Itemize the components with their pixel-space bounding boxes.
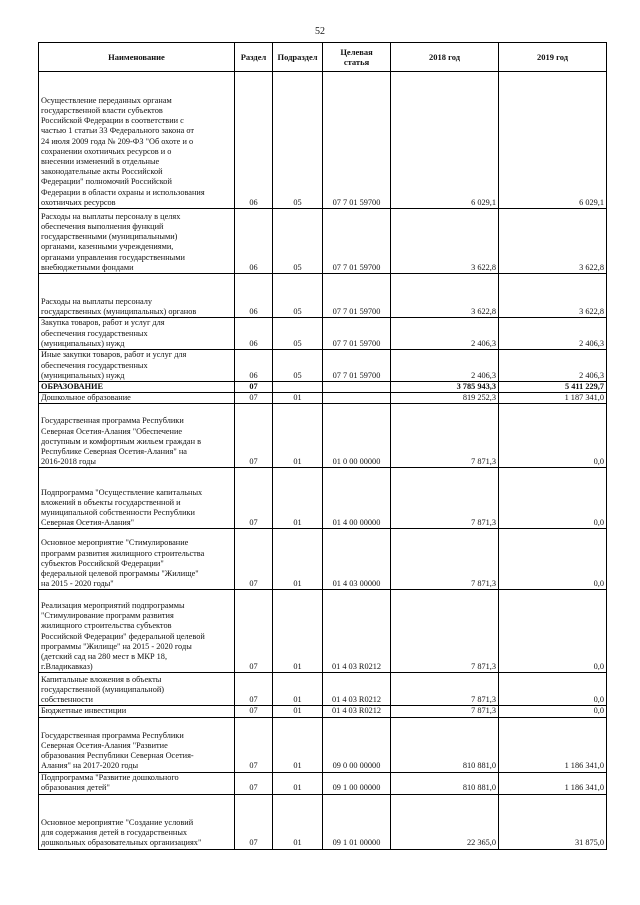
row-amount-2018: 810 881,0: [391, 772, 499, 794]
row-subsection: 05: [273, 274, 323, 318]
row-subsection: 01: [273, 794, 323, 849]
row-subsection: 01: [273, 772, 323, 794]
table-row: [39, 794, 607, 849]
row-section: 07: [235, 772, 273, 794]
row-amount-2019: 6 029,1: [499, 72, 607, 209]
row-subsection: 01: [273, 393, 323, 404]
row-subsection: 01: [273, 529, 323, 590]
table-row: [39, 209, 607, 274]
row-subsection: 01: [273, 673, 323, 706]
row-target: 09 1 01 00000: [323, 794, 391, 849]
row-subsection: 05: [273, 209, 323, 274]
row-amount-2018: 7 871,3: [391, 404, 499, 468]
row-amount-2018: 7 871,3: [391, 468, 499, 529]
row-amount-2018: 819 252,3: [391, 393, 499, 404]
row-amount-2019: 0,0: [499, 706, 607, 717]
row-amount-2018: 3 622,8: [391, 209, 499, 274]
row-name: Основное мероприятие "Стимулирование программ развития жилищного строительства субъектов Российской Федерации" федеральной целевой программы "Жилище" на 2015 - 2020 годы": [39, 529, 235, 590]
row-name: Дошкольное образование: [39, 393, 235, 404]
row-target: 01 4 03 R0212: [323, 673, 391, 706]
row-target: 07 7 01 59700: [323, 209, 391, 274]
table-row: [39, 393, 607, 404]
row-name: Подпрограмма "Осуществление капитальных вложений в объекты государственной и муниципальной собственности Республики Северная Осетия-Алания": [39, 468, 235, 529]
row-amount-2018: 810 881,0: [391, 717, 499, 772]
header-2018: 2018 год: [391, 43, 499, 72]
table-row: [39, 382, 607, 393]
table-row: [39, 590, 607, 673]
row-amount-2018: 7 871,3: [391, 590, 499, 673]
row-target: 09 0 00 00000: [323, 717, 391, 772]
row-section: 07: [235, 393, 273, 404]
table-row: [39, 772, 607, 794]
table-row: [39, 350, 607, 382]
table-row: [39, 529, 607, 590]
table-row: [39, 673, 607, 706]
row-section: 06: [235, 209, 273, 274]
table-body: [39, 72, 607, 850]
row-target: 07 7 01 59700: [323, 318, 391, 350]
row-subsection: 01: [273, 468, 323, 529]
header-section: Раздел: [235, 43, 273, 72]
row-target: 01 4 03 00000: [323, 529, 391, 590]
row-amount-2019: 1 186 341,0: [499, 717, 607, 772]
row-section: 06: [235, 318, 273, 350]
row-amount-2018: 22 365,0: [391, 794, 499, 849]
table-row: [39, 706, 607, 717]
table-row: [39, 274, 607, 318]
table-row: [39, 717, 607, 772]
row-amount-2018: 2 406,3: [391, 350, 499, 382]
row-target: 07 7 01 59700: [323, 274, 391, 318]
row-target: [323, 393, 391, 404]
row-subsection: 01: [273, 404, 323, 468]
row-amount-2019: 3 622,8: [499, 274, 607, 318]
row-subsection: 01: [273, 590, 323, 673]
row-amount-2019: 2 406,3: [499, 318, 607, 350]
page-number: 52: [315, 26, 325, 37]
row-amount-2018: 3 785 943,3: [391, 382, 499, 393]
row-target: 01 4 00 00000: [323, 468, 391, 529]
row-section: 07: [235, 673, 273, 706]
row-amount-2018: 7 871,3: [391, 529, 499, 590]
row-amount-2019: 31 875,0: [499, 794, 607, 849]
table-row: [39, 404, 607, 468]
row-section: 07: [235, 706, 273, 717]
row-name: Основное мероприятие "Создание условий для содержания детей в государственных дошкольных образовательных организациях": [39, 794, 235, 849]
header-target: Целевая статья: [323, 43, 391, 72]
row-section: 07: [235, 529, 273, 590]
row-section: 07: [235, 590, 273, 673]
row-name: Государственная программа Республики Северная Осетия-Алания "Обеспечение доступным и комфортным жильем граждан в Республике Северная Осетия-Алания" на 2016-2018 годы: [39, 404, 235, 468]
row-target: 07 7 01 59700: [323, 350, 391, 382]
row-target: 01 4 03 R0212: [323, 590, 391, 673]
row-name: Осуществление переданных органам государственной власти субъектов Российской Федерации в соответствии с частью 1 статьи 33 Федерального закона от 24 июля 2009 года № 209-ФЗ "Об охоте и о сохранении охотничьих ресурсов и о внесении изменений в отдельные законодательные акты Российской Федерации" полномочий Российской Федерации в области охраны и использования охотничьих ресурсов: [39, 72, 235, 209]
row-name: Расходы на выплаты персоналу государственных (муниципальных) органов: [39, 274, 235, 318]
header-name: Наименование: [39, 43, 235, 72]
row-subsection: [273, 382, 323, 393]
row-name: Государственная программа Республики Северная Осетия-Алания "Развитие образования Республики Северная Осетия- Алания" на 2017-2020 годы: [39, 717, 235, 772]
row-name: ОБРАЗОВАНИЕ: [39, 382, 235, 393]
row-section: 07: [235, 382, 273, 393]
row-amount-2019: 3 622,8: [499, 209, 607, 274]
row-name: Капитальные вложения в объекты государственной (муниципальной) собственности: [39, 673, 235, 706]
row-subsection: 01: [273, 706, 323, 717]
row-target: 01 4 03 R0212: [323, 706, 391, 717]
row-amount-2019: 0,0: [499, 404, 607, 468]
row-section: 07: [235, 468, 273, 529]
table-row: [39, 468, 607, 529]
row-section: 06: [235, 274, 273, 318]
table-row: [39, 318, 607, 350]
row-subsection: 01: [273, 717, 323, 772]
header-subsection: Подраздел: [273, 43, 323, 72]
row-section: 07: [235, 794, 273, 849]
row-target: 01 0 00 00000: [323, 404, 391, 468]
row-amount-2018: 2 406,3: [391, 318, 499, 350]
row-amount-2018: 7 871,3: [391, 673, 499, 706]
row-amount-2019: 0,0: [499, 590, 607, 673]
row-amount-2019: 5 411 229,7: [499, 382, 607, 393]
row-amount-2019: 1 187 341,0: [499, 393, 607, 404]
row-section: 07: [235, 717, 273, 772]
row-name: Подпрограмма "Развитие дошкольного образования детей": [39, 772, 235, 794]
header-2019: 2019 год: [499, 43, 607, 72]
row-subsection: 05: [273, 72, 323, 209]
row-amount-2019: 0,0: [499, 673, 607, 706]
row-section: 06: [235, 72, 273, 209]
row-target: 07 7 01 59700: [323, 72, 391, 209]
table-header-row: [39, 43, 607, 72]
row-target: [323, 382, 391, 393]
row-amount-2019: 0,0: [499, 468, 607, 529]
row-amount-2018: 3 622,8: [391, 274, 499, 318]
row-subsection: 05: [273, 350, 323, 382]
row-section: 06: [235, 350, 273, 382]
row-amount-2018: 6 029,1: [391, 72, 499, 209]
row-subsection: 05: [273, 318, 323, 350]
row-target: 09 1 00 00000: [323, 772, 391, 794]
row-name: Реализация мероприятий подпрограммы "Стимулирование программ развития жилищного строительства субъектов Российской Федерации" федеральной целевой программы "Жилище" на 2015 - 2020 годы (детский сад на 280 мест в МКР 18, г.Владикавказ): [39, 590, 235, 673]
row-amount-2019: 0,0: [499, 529, 607, 590]
row-name: Бюджетные инвестиции: [39, 706, 235, 717]
row-amount-2019: 1 186 341,0: [499, 772, 607, 794]
row-name: Иные закупки товаров, работ и услуг для обеспечения государственных (муниципальных) нужд: [39, 350, 235, 382]
row-section: 07: [235, 404, 273, 468]
budget-table: [38, 42, 607, 850]
table-row: [39, 72, 607, 209]
row-amount-2018: 7 871,3: [391, 706, 499, 717]
row-name: Расходы на выплаты персоналу в целях обеспечения выполнения функций государственными (муниципальными) органами, казенными учреждениями, органами управления государственными внебюджетными фондами: [39, 209, 235, 274]
row-amount-2019: 2 406,3: [499, 350, 607, 382]
row-name: Закупка товаров, работ и услуг для обеспечения государственных (муниципальных) нужд: [39, 318, 235, 350]
